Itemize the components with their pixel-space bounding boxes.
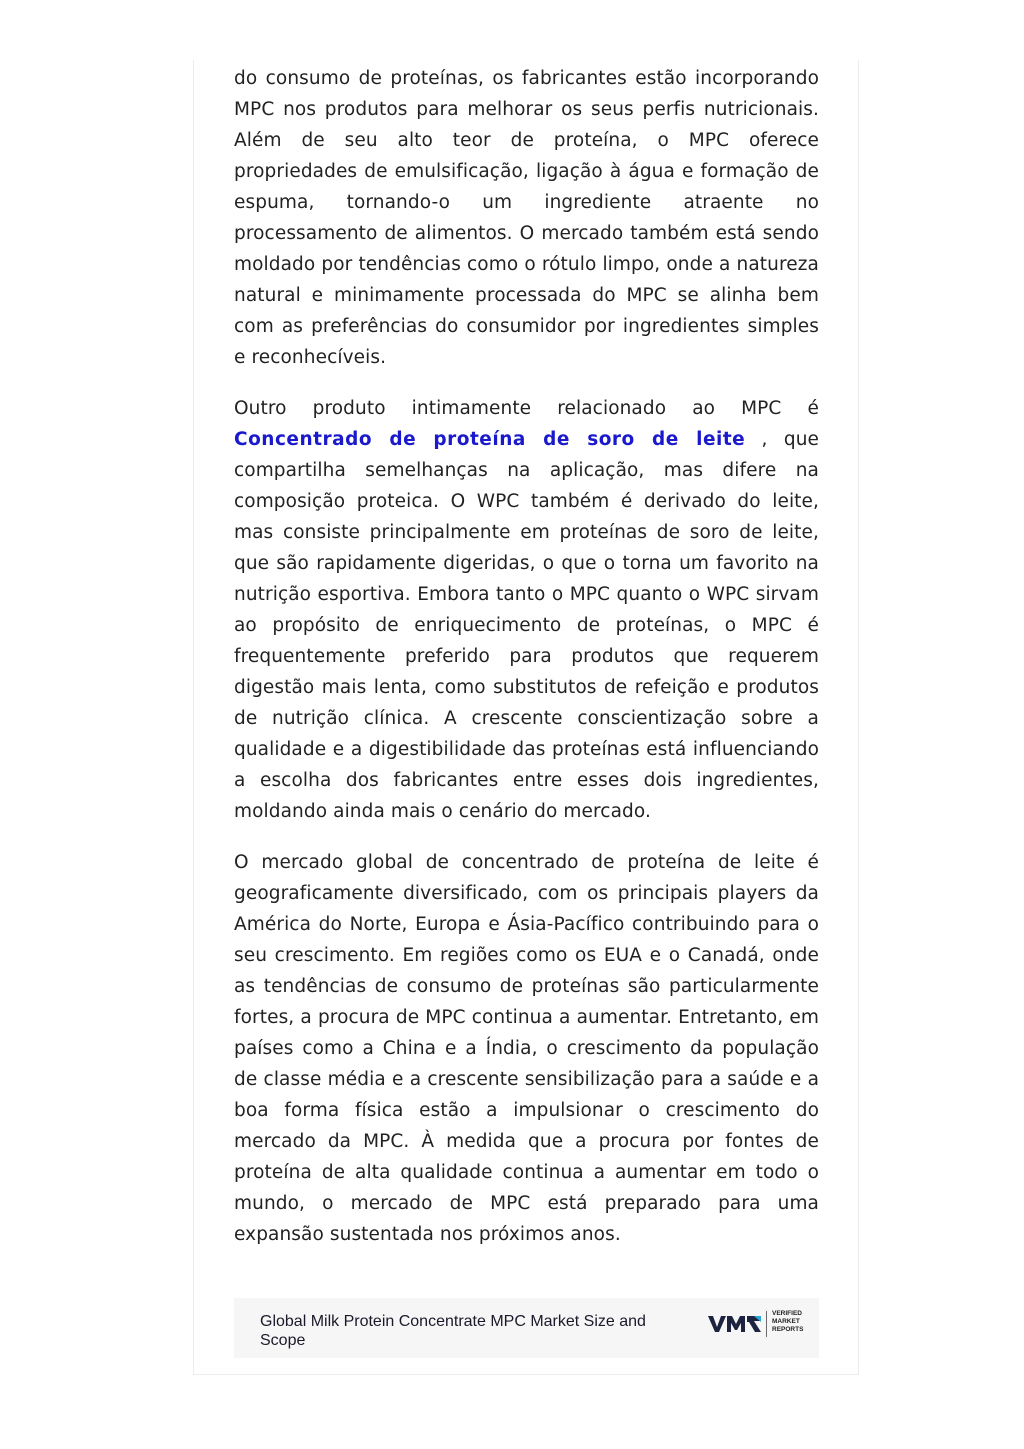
paragraph-2	[234, 393, 819, 827]
logo-line-verified: VERIFIED	[772, 1310, 802, 1317]
banner-title: Global Milk Protein Concentrate MPC Market Size and Scope	[260, 1313, 646, 1349]
vmr-logo	[708, 1307, 818, 1341]
paragraph-2-rest: , que compartilha semelhanças na aplicação, mas difere na composição proteica. O WPC também é derivado do leite, mas consiste principalmente em proteínas de soro de leite, que são rapidamente digeridas, o que o torna um favorito na nutrição esportiva. Embora tanto o MPC quanto o WPC sirvam ao propósito de enriquecimento de proteínas, o MPC é frequentemente preferido para produtos que requerem digestão mais lenta, como substitutos de refeição e produtos de nutrição clínica. A crescente conscientização sobre a qualidade e a digestibilidade das proteínas está influenciando a escolha dos fabricantes entre esses dois ingredientes, moldando ainda mais o cenário do mercado.	[234, 429, 820, 822]
logo-divider	[766, 1311, 767, 1337]
article-body	[234, 63, 819, 1270]
paragraph-1: do consumo de proteínas, os fabricantes estão incorporando MPC nos produtos para melhorar os seus perfis nutricionais. Além de seu alto teor de proteína, o MPC oferece propriedades de emulsificação, ligação à água e formação de espuma, tornando-o um ingrediente atraente no processamento de alimentos. O mercado também está sendo moldado por tendências como o rótulo limpo, onde a natureza natural e minimamente processada do MPC se alinha bem com as preferências do consumidor por ingredientes simples e reconhecíveis.	[234, 68, 819, 368]
logo-wordmark	[772, 1310, 822, 1334]
document-page	[193, 60, 859, 1375]
paragraph-3: O mercado global de concentrado de proteína de leite é geograficamente diversificado, com os principais players da América do Norte, Europa e Ásia-Pacífico contribuindo para o seu crescimento. Em regiões como os EUA e o Canadá, onde as tendências de consumo de proteínas são particularmente fortes, a procura de MPC continua a aumentar. Entretanto, em países como a China e a Índia, o crescimento da população de classe média e a crescente sensibilização para a saúde e a boa forma física estão a impulsionar o crescimento do mercado da MPC. À medida que a procura por fontes de proteína de alta qualidade continua a aumentar em todo o mundo, o mercado de MPC está preparado para uma expansão sustentada nos próximos anos.	[234, 852, 819, 1245]
wpc-link[interactable]: Concentrado de proteína de soro de leite	[234, 429, 746, 450]
vmr-logo-icon	[708, 1314, 762, 1334]
paragraph-2-intro: Outro produto intimamente relacionado ao MPC é	[234, 398, 819, 419]
logo-line-reports: REPORTS	[772, 1326, 804, 1333]
report-banner[interactable]	[234, 1298, 819, 1358]
logo-line-market: MARKET	[772, 1318, 800, 1325]
